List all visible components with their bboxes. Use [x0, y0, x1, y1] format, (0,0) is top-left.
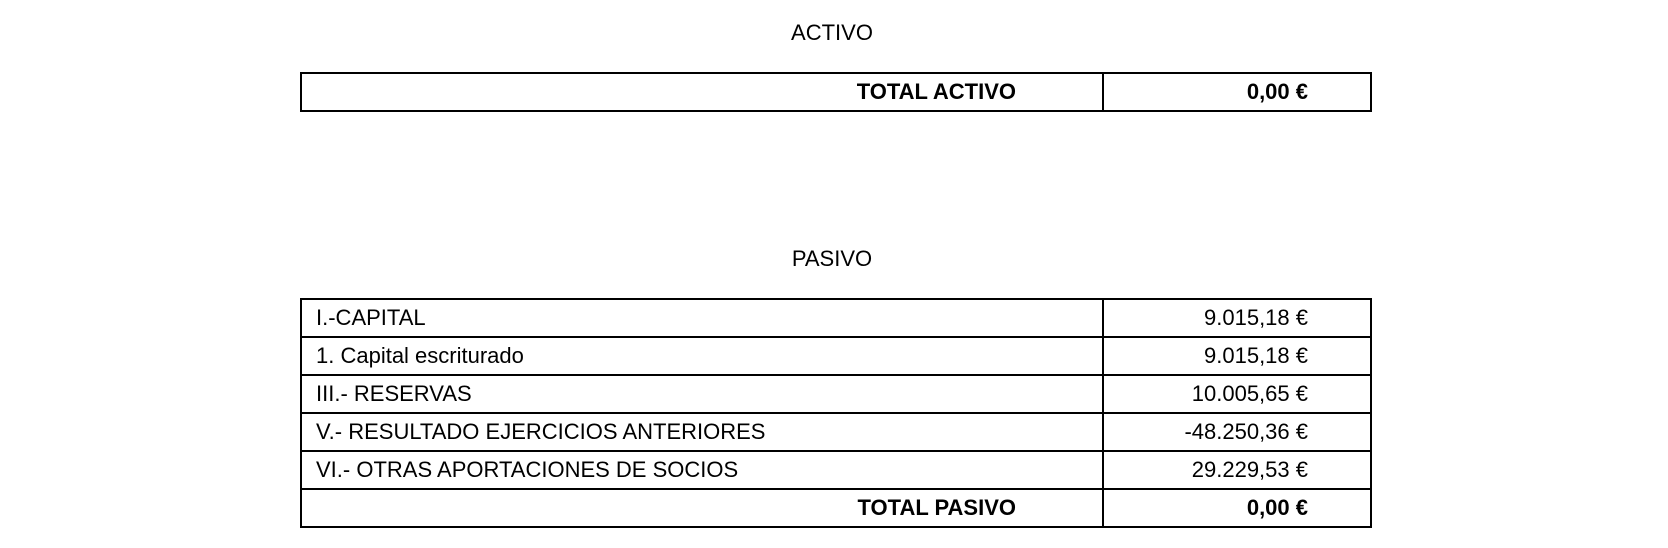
row-label: 1. Capital escriturado: [301, 337, 1103, 375]
row-label: III.- RESERVAS: [301, 375, 1103, 413]
table-row: [301, 451, 1371, 489]
row-value: -48.250,36 €: [1103, 413, 1371, 451]
row-label: I.-CAPITAL: [301, 299, 1103, 337]
total-activo-label: TOTAL ACTIVO: [301, 73, 1103, 111]
activo-section-title: ACTIVO: [791, 20, 873, 45]
table-row: [301, 299, 1371, 337]
table-row: [301, 337, 1371, 375]
activo-table: [300, 72, 1372, 112]
pasivo-table: [300, 298, 1372, 528]
row-label: VI.- OTRAS APORTACIONES DE SOCIOS: [301, 451, 1103, 489]
row-value: 29.229,53 €: [1103, 451, 1371, 489]
table-row: [301, 413, 1371, 451]
total-pasivo-value: 0,00 €: [1103, 489, 1371, 527]
table-row: [301, 375, 1371, 413]
total-activo-value: 0,00 €: [1103, 73, 1371, 111]
row-label: V.- RESULTADO EJERCICIOS ANTERIORES: [301, 413, 1103, 451]
row-value: 9.015,18 €: [1103, 337, 1371, 375]
row-value: 10.005,65 €: [1103, 375, 1371, 413]
row-value: 9.015,18 €: [1103, 299, 1371, 337]
pasivo-section-title: PASIVO: [791, 246, 873, 271]
total-pasivo-label: TOTAL PASIVO: [301, 489, 1103, 527]
table-row-total-pasivo: [301, 489, 1371, 527]
table-row-total-activo: [301, 73, 1371, 111]
